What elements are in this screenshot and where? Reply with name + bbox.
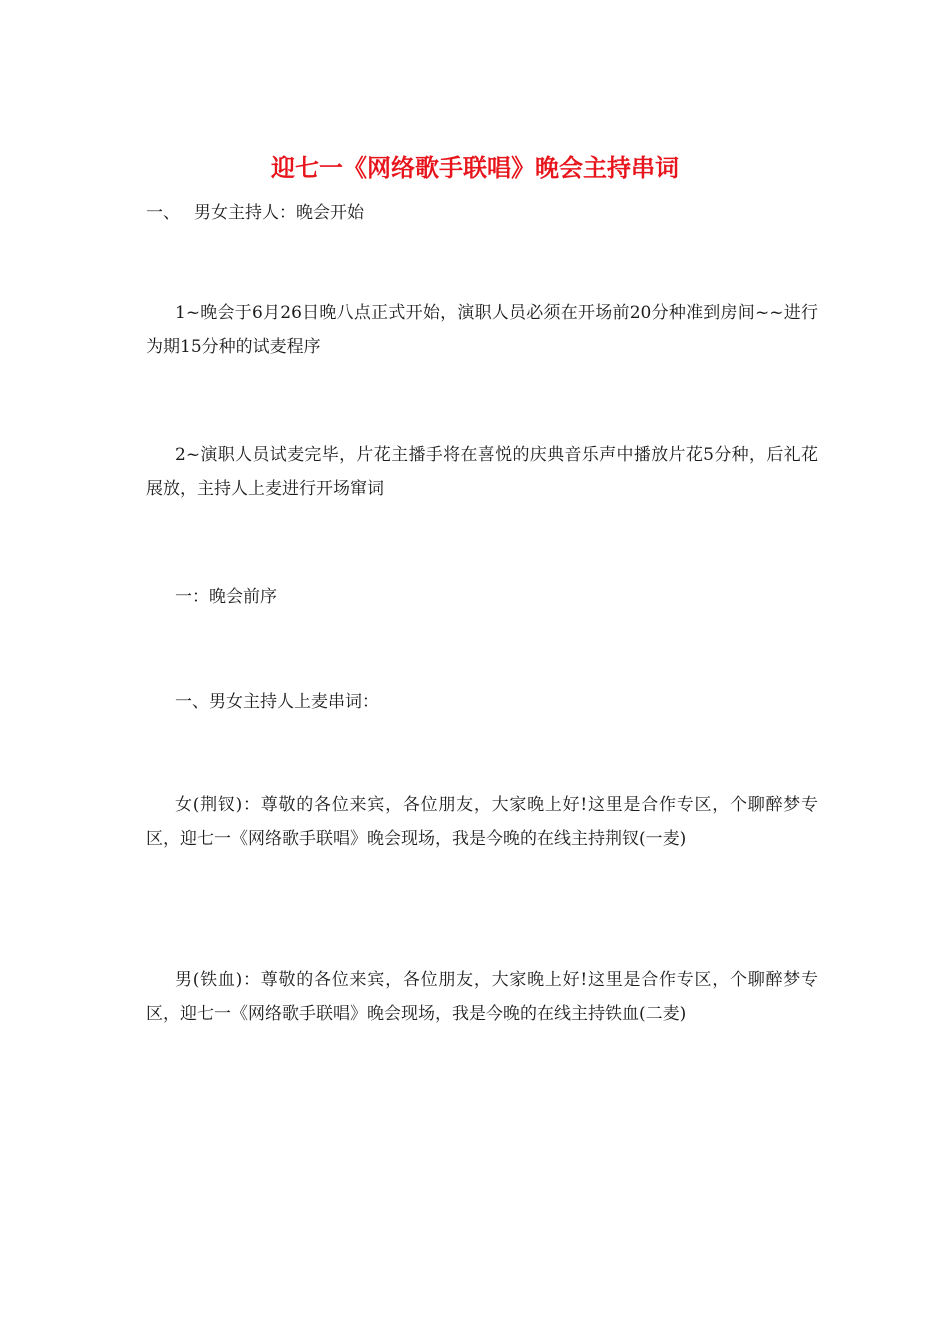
paragraph-prelude-heading: 一：晚会前序	[175, 587, 277, 607]
paragraph-hosts-heading: 一、男女主持人上麦串词：	[175, 692, 379, 712]
paragraph-male-host: 男(铁血)：尊敬的各位来宾，各位朋友，大家晚上好!这里是合作专区，个聊醉梦专区，迎七一《网络歌手联唱》晚会现场，我是今晚的在线主持铁血(二麦)	[146, 970, 818, 1024]
document-title: 迎七一《网络歌手联唱》晚会主持串词	[271, 153, 679, 182]
paragraph-mic-test: 2~演职人员试麦完毕，片花主播手将在喜悦的庆典音乐声中播放片花5分种，后礼花展放，主持人上麦进行开场窜词	[146, 445, 818, 499]
paragraph-female-host: 女(荆钗)：尊敬的各位来宾，各位朋友，大家晚上好!这里是合作专区，个聊醉梦专区，迎七一《网络歌手联唱》晚会现场，我是今晚的在线主持荆钗(一麦)	[146, 795, 818, 849]
section-number: 一、	[146, 203, 180, 223]
section-heading-text: 男女主持人：晚会开始	[194, 203, 364, 223]
section-heading	[146, 200, 364, 226]
paragraph-schedule: 1~晚会于6月26日晚八点正式开始，演职人员必须在开场前20分种准到房间~~进行为期15分种的试麦程序	[146, 303, 818, 357]
